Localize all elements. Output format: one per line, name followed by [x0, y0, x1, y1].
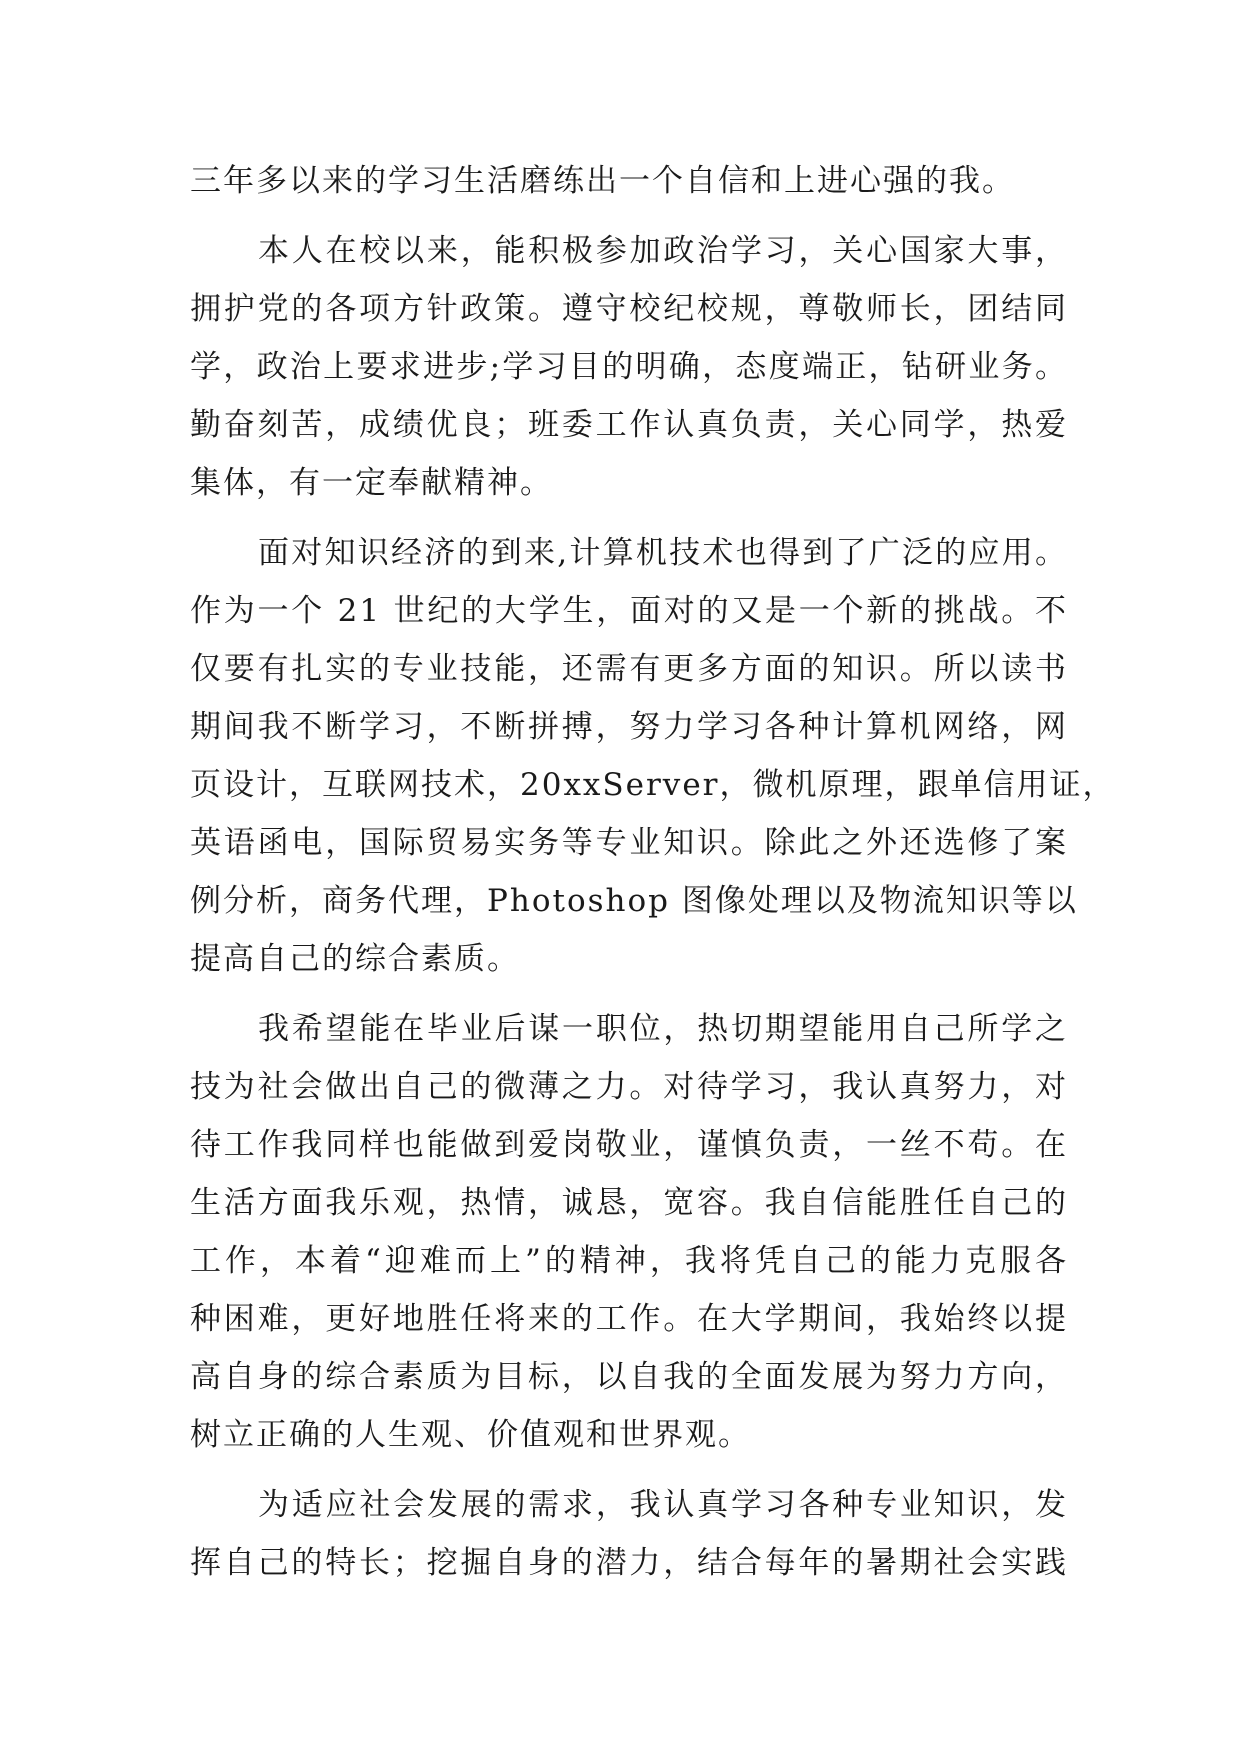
text-line: 仅要有扎实的专业技能，还需有更多方面的知识。所以读书: [190, 651, 1068, 687]
paragraph-1: [190, 152, 1068, 210]
paragraph-2: [190, 222, 1068, 512]
text-line: 树立正确的人生观、价值观和世界观。: [190, 1417, 751, 1453]
text-line: 集体，有一定奉献精神。: [190, 465, 553, 501]
body-text: [190, 152, 1116, 1604]
text-line: 拥护党的各项方针政策。遵守校纪校规，尊敬师长，团结同: [190, 291, 1068, 327]
text-line: 期间我不断学习，不断拼搏，努力学习各种计算机网络，网: [190, 709, 1068, 745]
text-line: 为适应社会发展的需求，我认真学习各种专业知识，发: [258, 1487, 1068, 1523]
text-line: 英语函电，国际贸易实务等专业知识。除此之外还选修了案: [190, 825, 1068, 861]
text-line: 三年多以来的学习生活磨练出一个自信和上进心强的我。: [190, 163, 1015, 199]
text-line: 我希望能在毕业后谋一职位，热切期望能用自己所学之: [258, 1011, 1068, 1047]
text-line: 挥自己的特长；挖掘自身的潜力，结合每年的暑期社会实践: [190, 1545, 1068, 1581]
paragraph-3: [190, 524, 1116, 988]
text-line: 面对知识经济的到来,计算机技术也得到了广泛的应用。: [258, 535, 1068, 571]
text-line: 页设计，互联网技术，20xxServer，微机原理，跟单信用证，: [190, 767, 1116, 803]
text-line: 例分析，商务代理，Photoshop 图像处理以及物流知识等以: [190, 883, 1078, 919]
paragraph-4: [190, 1000, 1068, 1464]
text-line: 生活方面我乐观，热情，诚恳，宽容。我自信能胜任自己的: [190, 1185, 1068, 1221]
text-line: 种困难，更好地胜任将来的工作。在大学期间，我始终以提: [190, 1301, 1068, 1337]
text-line: 待工作我同样也能做到爱岗敬业，谨慎负责，一丝不苟。在: [190, 1127, 1068, 1163]
text-line: 作为一个 21 世纪的大学生，面对的又是一个新的挑战。不: [190, 593, 1068, 629]
text-line: 工作，本着“迎难而上”的精神，我将凭自己的能力克服各: [190, 1243, 1068, 1279]
text-line: 提高自己的综合素质。: [190, 941, 520, 977]
text-line: 本人在校以来，能积极参加政治学习，关心国家大事，: [258, 233, 1068, 269]
text-line: 学，政治上要求进步;学习目的明确，态度端正，钻研业务。: [190, 349, 1068, 385]
paragraph-5: [190, 1476, 1068, 1592]
text-line: 高自身的综合素质为目标，以自我的全面发展为努力方向，: [190, 1359, 1068, 1395]
text-line: 勤奋刻苦，成绩优良；班委工作认真负责，关心同学，热爱: [190, 407, 1068, 443]
text-line: 技为社会做出自己的微薄之力。对待学习，我认真努力，对: [190, 1069, 1068, 1105]
